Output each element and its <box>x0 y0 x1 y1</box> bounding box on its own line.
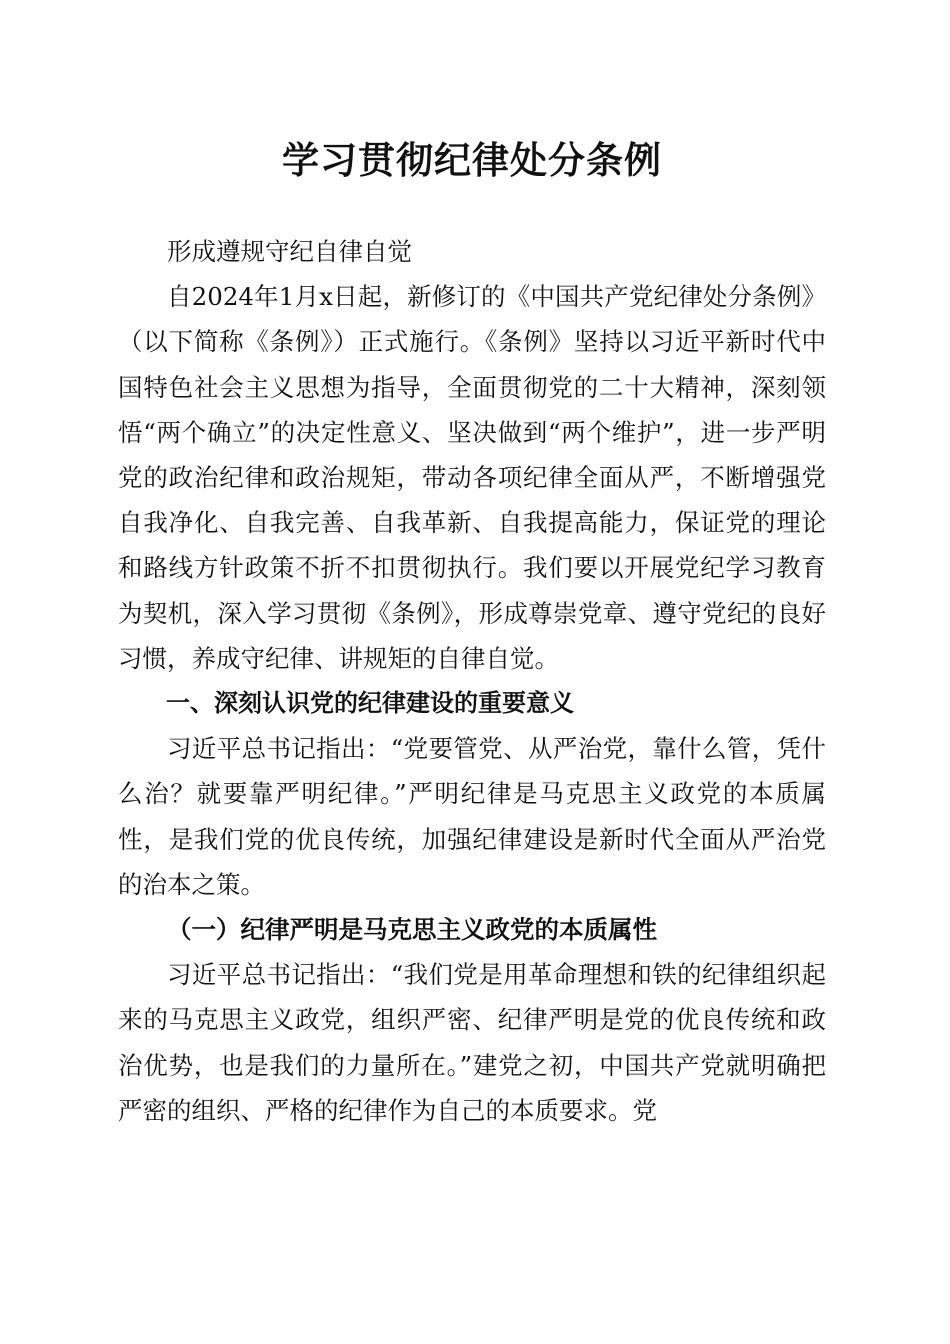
intro-paragraph: 自2024年1月x日起，新修订的《中国共产党纪律处分条例》（以下简称《条例》）正式施行。《条例》坚持以习近平新时代中国特色社会主义思想为指导，全面贯彻党的二十大精神，深刻领悟“两个确立”的决定性意义、坚决做到“两个维护”，进一步严明党的政治纪律和政治规矩，带动各项纪律全面从严，不断增强党自我净化、自我完善、自我革新、自我提高能力，保证党的理论和路线方针政策不折不扣贯彻执行。我们要以开展党纪学习教育为契机，深入学习贯彻《条例》，形成尊崇党章、遵守党纪的良好习惯，养成守纪律、讲规矩的自律自觉。 <box>118 282 826 673</box>
section-1-paragraph: 习近平总书记指出：“党要管党、从严治党，靠什么管，凭什么治？就要靠严明纪律。”严明纪律是马克思主义政党的本质属性，是我们党的优良传统，加强纪律建设是新时代全面从严治党的治本之策。 <box>118 734 826 899</box>
document-body <box>118 229 826 1133</box>
document-title: 学习贯彻纪律处分条例 <box>282 138 662 182</box>
subtitle-paragraph: 形成遵规守纪自律自觉 <box>167 237 412 266</box>
section-heading-1: 一、深刻认识党的纪律建设的重要意义 <box>166 689 574 718</box>
subsection-heading-1: （一）纪律严明是马克思主义政党的本质属性 <box>167 915 657 945</box>
subsection-1-paragraph: 习近平总书记指出：“我们党是用革命理想和铁的纪律组织起来的马克思主义政党，组织严密、纪律严明是党的优良传统和政治优势，也是我们的力量所在。”建党之初，中国共产党就明确把严密的组织、严格的纪律作为自己的本质要求。党 <box>118 960 826 1125</box>
document-page <box>118 0 826 1344</box>
